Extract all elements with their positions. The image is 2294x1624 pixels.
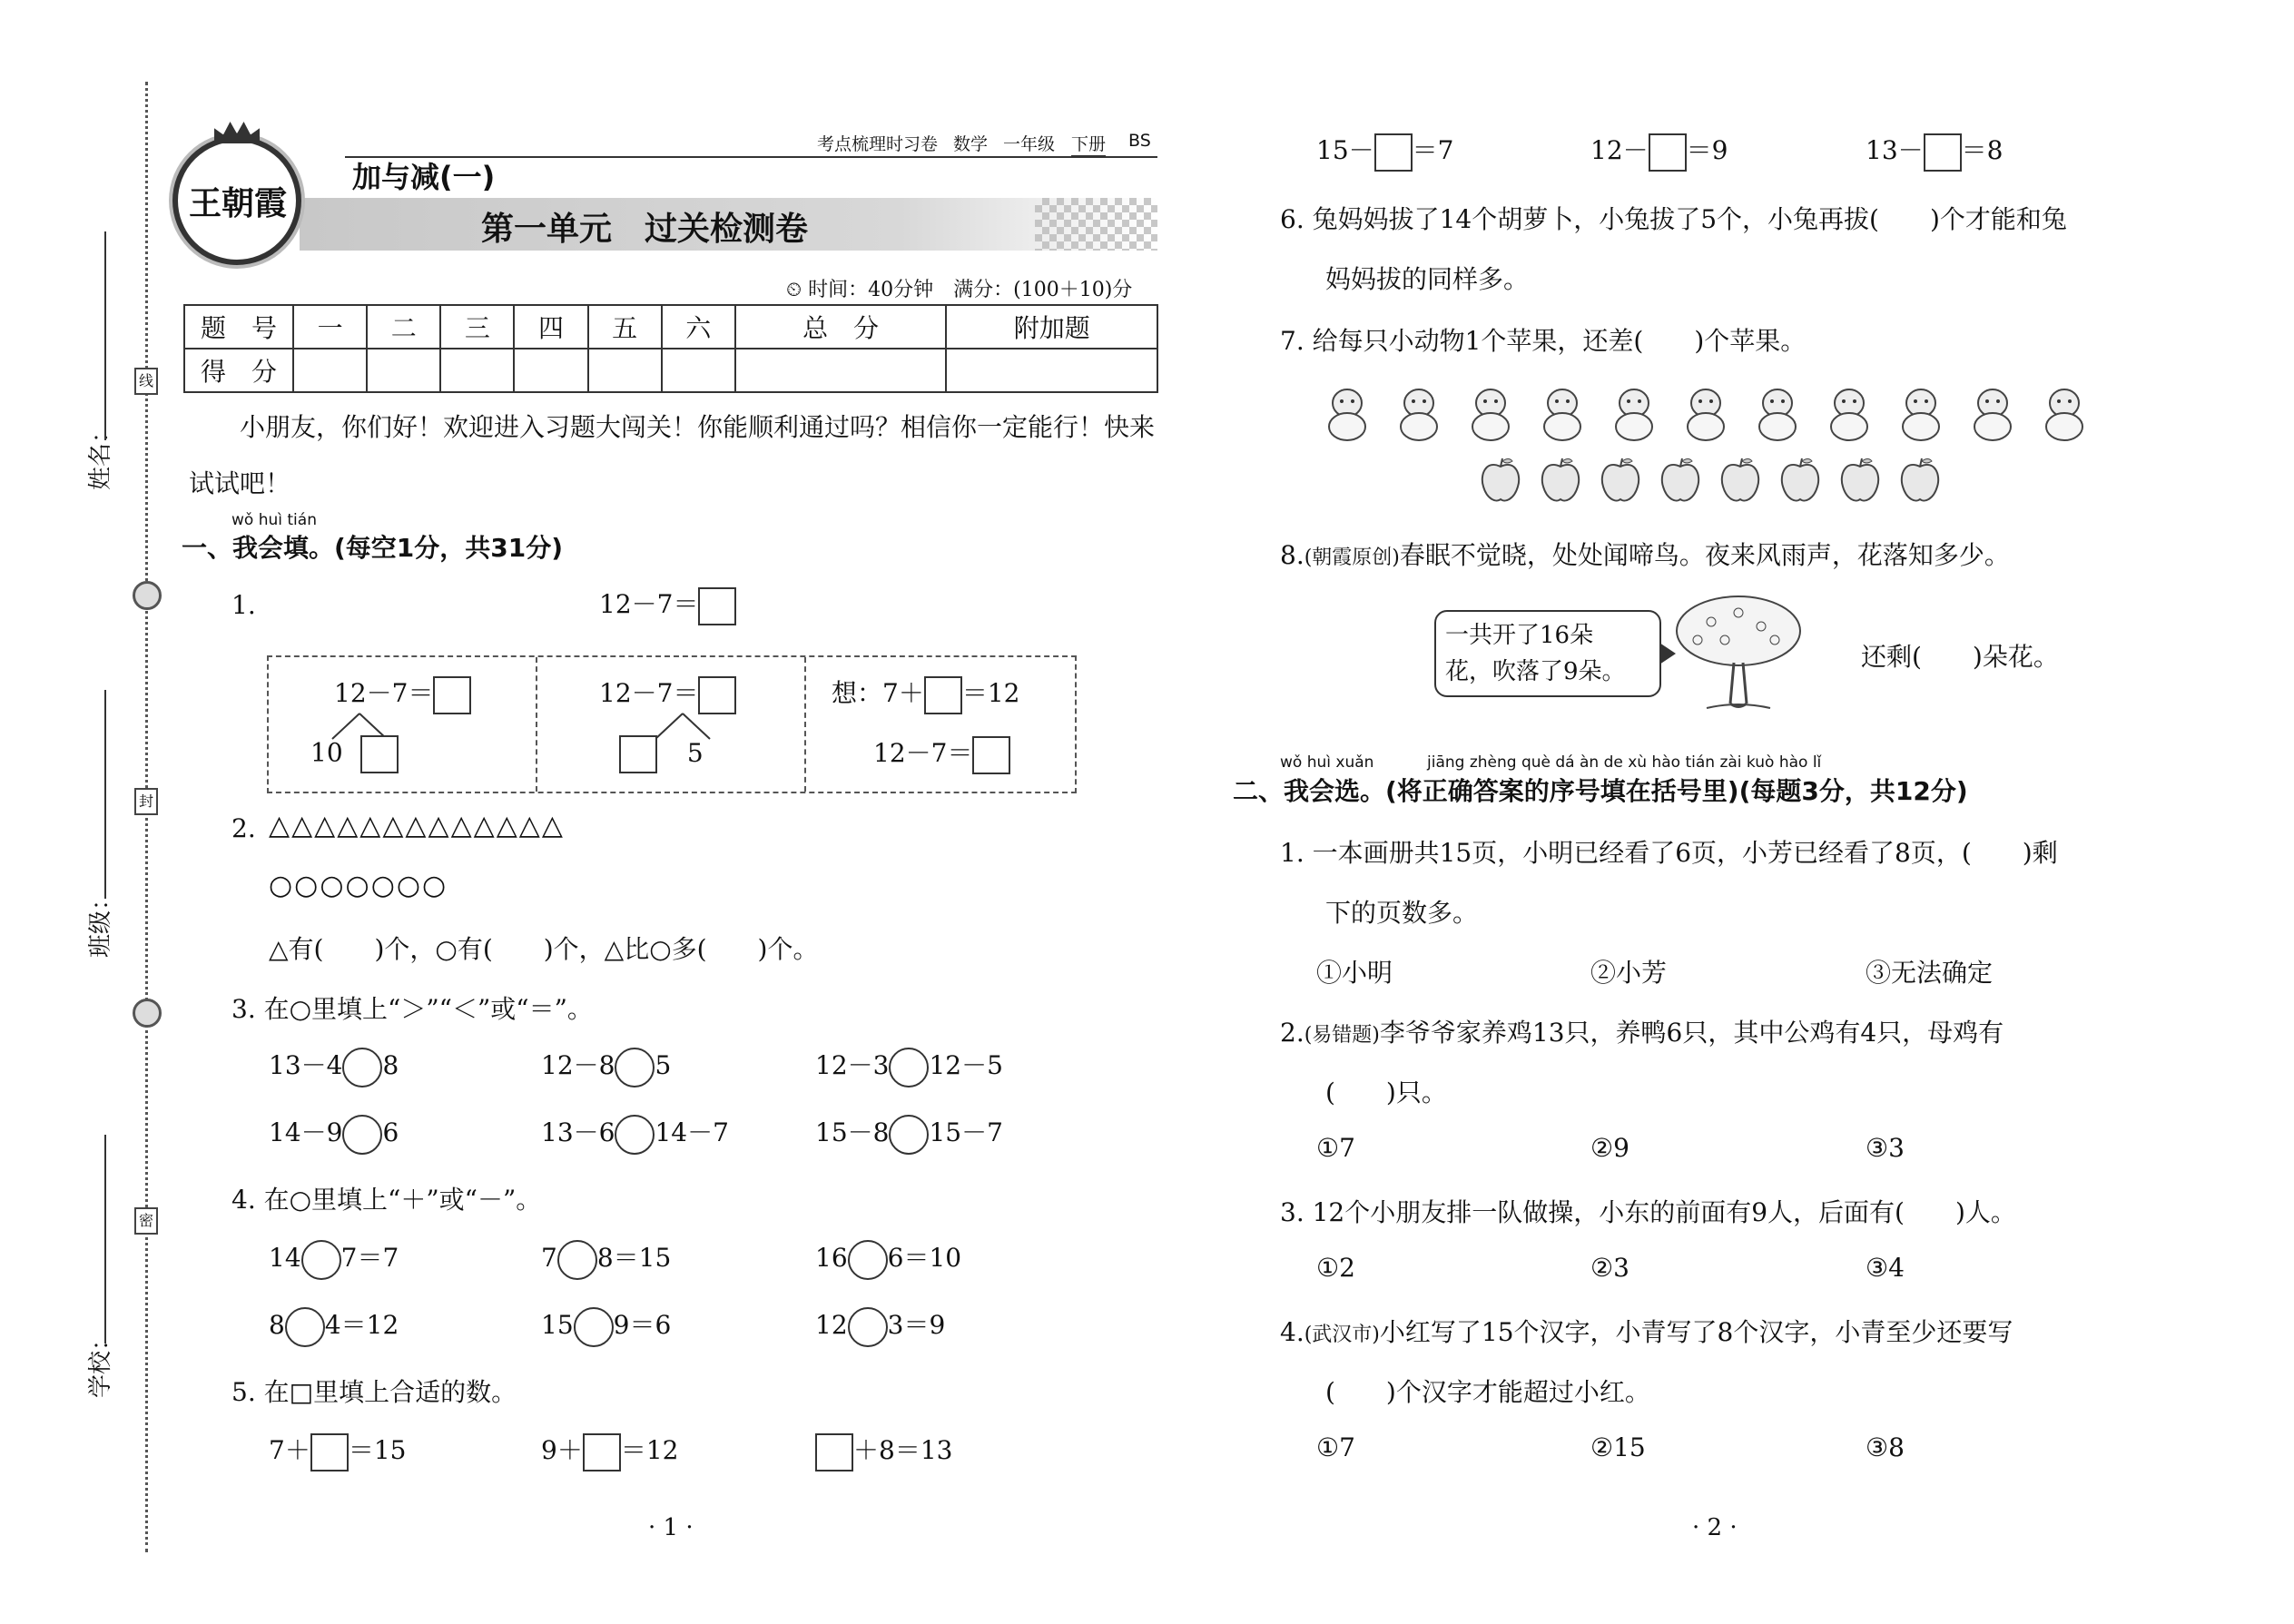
left-expr: 7＋ [269,1435,310,1465]
option[interactable]: ①小明 [1316,958,1393,988]
five-value: 5 [686,737,704,768]
compare-item [541,1113,729,1155]
fill-item [1590,131,1728,172]
method-break-ten [334,674,471,714]
left-expr: 13－ [1866,135,1924,165]
right-expr: ＝15 [348,1435,407,1465]
q2-text: △有( )个，○有( )个，△比○多( )个。 [269,934,819,964]
answer-circle[interactable] [557,1240,597,1280]
panel-divider [804,657,806,792]
panel-divider [536,657,537,792]
score-input-cell[interactable] [514,349,587,392]
name-label: 姓名： [87,418,114,490]
q1-method-panel [267,655,1077,793]
score-input-cell[interactable] [293,349,367,392]
right-expr: 6＝10 [887,1243,962,1273]
q1-main-equation [599,585,736,625]
operator-item [815,1238,961,1280]
animal-row [1321,379,2111,452]
answer-circle[interactable] [285,1307,325,1347]
left-num: 16 [815,1243,848,1273]
left-expr: 15－ [1316,135,1374,165]
operator-item [269,1238,399,1280]
q8-answer: 还剩( )朵花。 [1861,642,2059,672]
left-num: 7 [541,1243,557,1273]
option[interactable]: ①7 [1316,1133,1355,1163]
right-expr: 9＝6 [613,1310,672,1340]
eagle-icon [1823,383,1876,443]
answer-circle[interactable] [615,1115,655,1155]
panda-icon [1679,383,1732,443]
left-num: 8 [269,1310,285,1340]
rabbit-icon [1321,383,1373,443]
horse-icon [1393,383,1445,443]
score-table-cell: 六 [662,305,735,349]
option[interactable]: ①2 [1316,1253,1355,1283]
score-input-cell[interactable] [588,349,662,392]
page-number-right: · 2 · [1692,1514,1738,1541]
score-input-cell[interactable] [367,349,440,392]
answer-box[interactable] [1649,133,1687,172]
ten-value: 10 [310,737,343,768]
option[interactable]: ③无法确定 [1866,958,1994,988]
fox-icon [1608,383,1660,443]
answer-box[interactable] [310,1433,349,1471]
left-num: 15 [541,1310,574,1340]
right-expr: 12－5 [929,1050,1003,1080]
think-tail: ＝12 [961,678,1020,708]
left-expr: 13－6 [541,1117,615,1147]
compare-item [815,1113,1003,1155]
binding-mark-seal: 封 [134,788,158,815]
score-table-cell: 题 号 [184,305,293,349]
q1-number: 1. [231,590,256,620]
right-expr: 5 [655,1050,672,1080]
edition-label: BS [1128,131,1151,151]
crown-icon [214,122,260,143]
bear-icon [1464,383,1517,443]
answer-circle[interactable] [301,1240,341,1280]
fill-item [269,1431,406,1471]
score-table-cell: 一 [293,305,367,349]
option[interactable]: ②9 [1590,1133,1629,1163]
operator-item [541,1238,671,1280]
q5-text: 5. 在□里填上合适的数。 [231,1377,517,1407]
answer-box[interactable] [698,587,736,625]
answer-box[interactable] [583,1433,621,1471]
series-label: 考点梳理时习卷 [817,134,939,154]
apple-icon [1718,456,1763,505]
option[interactable]: ②3 [1590,1253,1629,1283]
answer-box[interactable] [815,1433,853,1471]
s2-q2-tag: (易错题) [1304,1024,1380,1047]
score-table-cell: 附加题 [946,305,1157,349]
right-expr: 6 [382,1117,399,1147]
section1-title: 一、我会填。(每空1分，共31分) [182,533,564,563]
bubble-line2: 花，吹落了9朵。 [1445,658,1626,685]
left-expr: 14－9 [269,1117,343,1147]
operator-item [541,1305,671,1347]
s2-q2-line2: ( )只。 [1325,1078,1447,1107]
swirl-icon [133,581,162,610]
s2-q2-line1 [1280,1013,2004,1049]
right-expr: ＋8＝13 [853,1435,953,1465]
answer-box[interactable] [924,676,962,714]
q4-text: 4. 在○里填上“＋”或“－”。 [231,1185,542,1215]
right-expr: 8 [382,1050,399,1080]
q8-line [1280,536,2010,572]
eq-text: 12－7＝ [334,678,434,708]
answer-circle[interactable] [342,1048,382,1088]
answer-box[interactable] [1924,133,1962,172]
apple-icon [1837,456,1883,505]
apple-icon [1478,456,1523,505]
binding-mark-secret: 密 [134,1207,158,1235]
option[interactable]: ②小芳 [1590,958,1668,988]
fill-item [541,1431,678,1471]
option[interactable]: ③8 [1866,1432,1905,1462]
s2-q4-number: 4. [1280,1317,1305,1347]
right-expr: 8＝15 [596,1243,672,1273]
q8-tag: (朝霞原创) [1304,546,1400,569]
q8-number: 8. [1280,540,1305,570]
right-expr: 4＝12 [324,1310,399,1340]
score-input-cell[interactable] [440,349,514,392]
left-expr: 12－3 [815,1050,890,1080]
score-table-cell: 三 [440,305,514,349]
fill-item [815,1431,952,1471]
score-table-score-row [184,349,1157,392]
s2-q4-text: 小红写了15个汉字，小青写了8个汉字，小青至少还要写 [1379,1317,2013,1347]
option[interactable]: ②15 [1590,1432,1646,1462]
option[interactable]: ①7 [1316,1432,1355,1462]
compare-item [815,1046,1003,1088]
answer-circle[interactable] [848,1240,888,1280]
answer-circle[interactable] [889,1048,929,1088]
score-table-cell: 四 [514,305,587,349]
right-expr: ＝8 [1961,135,2004,165]
option[interactable]: ③4 [1866,1253,1905,1283]
left-expr: 15－8 [815,1117,890,1147]
section2-title: 二、我会选。(将正确答案的序号填在括号里)(每题3分，共12分) [1233,776,1968,806]
left-num: 14 [269,1243,301,1273]
q6-line2: 妈妈拔的同样多。 [1325,264,1530,294]
score-table-cell: 五 [588,305,662,349]
score-table-cell: 得 分 [184,349,293,392]
q6-line1: 6. 兔妈妈拔了14个胡萝卜，小兔拔了5个，小兔再拔( )个才能和兔 [1280,204,2067,234]
right-expr: 14－7 [655,1117,729,1147]
s2-q2-text: 李爷爷家养鸡13只，养鸭6只，其中公鸡有4只，母鸡有 [1379,1018,2004,1048]
answer-box[interactable] [433,676,471,714]
turtle-icon [1751,383,1804,443]
page-title: 第一单元 过关检测卷 [481,211,809,248]
left-expr: 9＋ [541,1435,583,1465]
fill-item [1866,131,2003,172]
apple-icon [1777,456,1823,505]
option[interactable]: ③3 [1866,1133,1905,1163]
apple-icon [1538,456,1583,505]
section2-pinyin-b: jiāng zhèng què dá àn de xù hào tián zài kuò hào lǐ [1427,753,1822,772]
score-table-cell: 总 分 [735,305,947,349]
left-num: 12 [815,1310,848,1340]
operator-item [269,1305,399,1347]
answer-box[interactable] [972,736,1010,774]
time-score-info: ⏲ 时间：40分钟 满分：(100＋10)分 [786,279,1133,301]
right-expr: ＝9 [1686,135,1728,165]
volume-label: 下册 [1071,131,1106,157]
s2-q1-line1: 1. 一本画册共15页，小明已经看了6页，小芳已经看了8页，( )剩 [1280,838,2058,868]
compare-item [269,1113,399,1155]
split-ten [310,735,399,773]
apple-row [1478,454,1986,508]
score-table-cell: 二 [367,305,440,349]
grade-label: 一年级 [1003,134,1056,154]
score-input-cell[interactable] [662,349,735,392]
method-break-subtrahend [599,674,736,714]
q7-text: 7. 给每只小动物1个苹果，还差( )个苹果。 [1280,326,1807,356]
chick-icon [1895,383,1947,443]
s2-q3-line1: 3. 12个小朋友排一队做操，小东的前面有9人，后面有( )人。 [1280,1197,2016,1227]
compare-item [269,1046,399,1088]
answer-circle[interactable] [342,1115,382,1155]
split-five [619,735,704,773]
mouse-icon [2038,383,2091,443]
answer-circle[interactable] [889,1115,929,1155]
page-number-left: · 1 · [648,1514,694,1541]
s2-q2-number: 2. [1280,1018,1305,1048]
section1-pinyin: wǒ huì tián [231,511,317,529]
answer-circle[interactable] [574,1307,614,1347]
left-expr: 12－ [1590,135,1649,165]
q3-text: 3. 在○里填上“＞”“＜”或“＝”。 [231,994,593,1024]
speech-bubble [1434,610,1661,697]
score-input-cell[interactable] [735,349,947,392]
eq-text: 12－7＝ [873,738,973,768]
apple-icon [1897,456,1943,505]
q2-number: 2. [231,813,256,843]
intro-text: 小朋友，你们好！欢迎进入习题大闯关！你能顺利通过吗？相信你一定能行！快来试试吧！ [189,412,1156,498]
bubble-line1: 一共开了16朵 [1445,622,1594,649]
q8-poem: 春眠不觉晓，处处闻啼鸟。夜来风雨声，花落知多少。 [1399,540,2010,570]
left-expr: 12－8 [541,1050,615,1080]
right-expr: 7＝7 [340,1243,399,1273]
operator-item [815,1305,945,1347]
unit-topic: 加与减(一) [352,160,496,194]
score-table-header-row [184,305,1157,349]
answer-box[interactable] [360,735,399,773]
think-text: 想：7＋ [832,678,924,708]
apple-icon [1658,456,1703,505]
section2-pinyin-a: wǒ huì xuǎn [1280,753,1374,772]
logo-badge [172,136,301,265]
method-think-result [873,733,1010,774]
right-expr: 3＝9 [887,1310,946,1340]
logo-text: 王朝霞 [189,184,288,222]
compare-item [541,1046,671,1088]
subject-label: 数学 [953,134,989,154]
dotted-cut-line [145,82,148,1552]
checker-pattern [1035,198,1157,251]
circle-row: ○○○○○○○ [269,870,448,901]
eq-text: 12－7＝ [599,678,699,708]
school-field[interactable] [104,1135,106,1343]
fill-item [1316,131,1453,172]
duck-icon [1966,383,2019,443]
tree-icon [1670,590,1807,717]
answer-circle[interactable] [615,1048,655,1088]
answer-box[interactable] [1374,133,1413,172]
s2-q1-line2: 下的页数多。 [1325,898,1479,928]
method-think-add [832,674,1019,714]
right-expr: ＝12 [620,1435,679,1465]
apple-icon [1598,456,1643,505]
class-label: 班级： [87,886,114,958]
left-expr: 13－4 [269,1050,343,1080]
s2-q4-tag: (武汉市) [1304,1324,1380,1346]
score-input-cell[interactable] [946,349,1157,392]
answer-circle[interactable] [848,1307,888,1347]
answer-box[interactable] [698,676,736,714]
triangle-row: △△△△△△△△△△△△△ [269,810,565,842]
score-table [183,304,1158,393]
swirl-icon [133,999,162,1028]
class-field[interactable] [104,690,106,899]
q1-main-text: 12－7＝ [599,589,699,619]
right-expr: 15－7 [929,1117,1003,1147]
school-label: 学校： [87,1326,114,1398]
right-expr: ＝7 [1412,135,1454,165]
answer-box[interactable] [619,735,657,773]
name-field[interactable] [104,231,106,440]
s2-q4-line2: ( )个汉字才能超过小红。 [1325,1377,1650,1407]
rooster-icon [1536,383,1589,443]
s2-q4-line1 [1280,1313,2013,1349]
binding-mark-line: 线 [134,368,158,395]
